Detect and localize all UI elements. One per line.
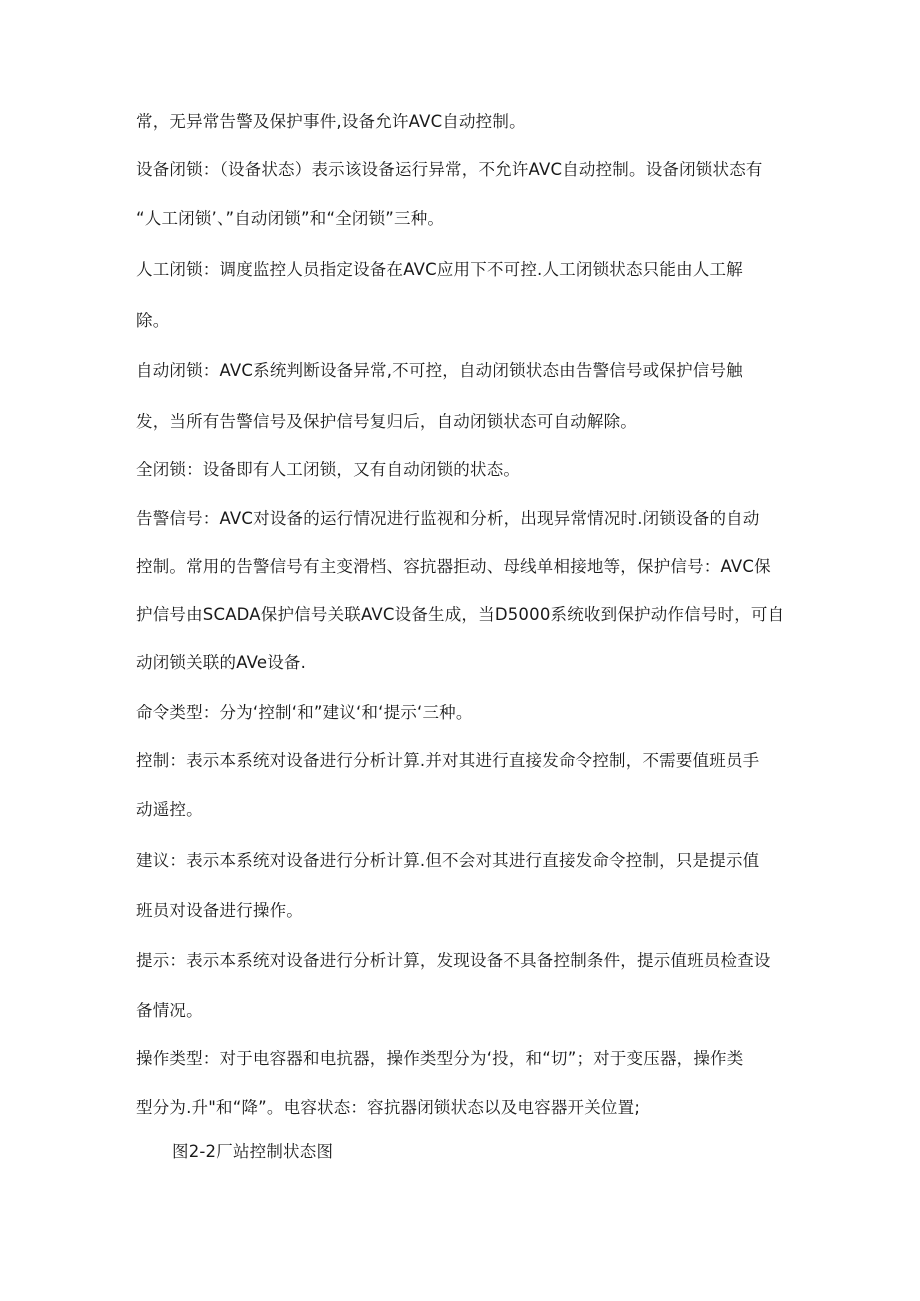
text-line: 告警信号：AVC对设备的运行情况进行监视和分析，出现异常情况时.闭锁设备的自动 [136,509,760,528]
text-line: 备情况。 [136,1001,203,1020]
text-line: 护信号由SCADA保护信号关联AVC设备生成，当D5000系统收到保护动作信号时，可自 [136,605,785,624]
text-line: 人工闭锁：调度监控人员指定设备在AVC应用下不可控.人工闭锁状态只能由人工解 [136,260,743,279]
text-line: 自动闭锁：AVC系统判断设备异常,不可控，自动闭锁状态由告警信号或保护信号触 [136,361,743,380]
figure-caption: 图2-2厂站控制状态图 [172,1142,334,1161]
text-line: 动遥控。 [136,800,203,819]
text-line: 常，无异常告警及保护事件,设备允许AVC自动控制。 [136,112,526,131]
text-line: “人工闭锁’、”自动闭锁”和“全闭锁”三种。 [136,209,445,228]
text-line: 控制。常用的告警信号有主变滑档、容抗器拒动、母线单相接地等，保护信号：AVC保 [136,557,771,576]
text-line: 型分为.升"和“降”。电容状态：容抗器闭锁状态以及电容器开关位置; [136,1098,641,1117]
text-line: 操作类型：对于电容器和电抗器，操作类型分为‘投，和“切”；对于变压器，操作类 [136,1049,744,1068]
text-line: 命令类型：分为‘控制‘和”建议‘和‘提示‘三种。 [136,703,473,722]
text-line: 设备闭锁：（设备状态）表示该设备运行异常，不允许AVC自动控制。设备闭锁状态有 [136,160,763,179]
text-line: 动闭锁关联的AVe设备. [136,653,307,672]
text-line: 建议：表示本系统对设备进行分析计算.但不会对其进行直接发命令控制，只是提示值 [136,851,760,870]
text-line: 控制：表示本系统对设备进行分析计算.并对其进行直接发命令控制，不需要值班员手 [136,751,760,770]
text-line: 发，当所有告警信号及保护信号复归后，自动闭锁状态可自动解除。 [136,412,637,431]
text-line: 全闭锁：设备即有人工闭锁，又有自动闭锁的状态。 [136,460,521,479]
text-line: 班员对设备进行操作。 [136,901,303,920]
text-line: 提示：表示本系统对设备进行分析计算，发现设备不具备控制条件，提示值班员检查设 [136,951,771,970]
text-line: 除。 [136,311,170,330]
